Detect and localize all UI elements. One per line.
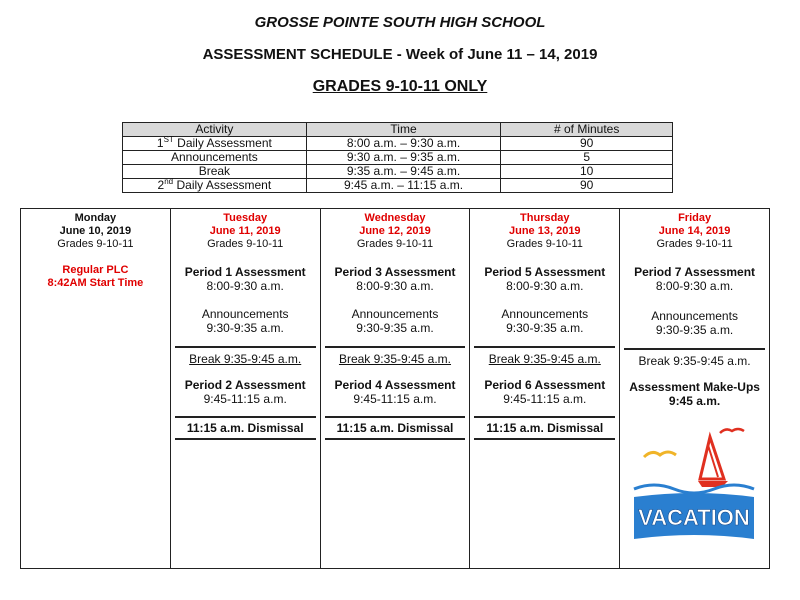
- vacation-logo-icon: [630, 419, 758, 547]
- day-monday: [21, 209, 170, 568]
- announcements-time: 9:30-9:35 a.m.: [206, 321, 284, 335]
- minutes-cell: 5: [501, 151, 673, 165]
- day-grades: Grades 9-10-11: [506, 238, 583, 250]
- day-name: Monday: [74, 212, 117, 224]
- day-grades: Grades 9-10-11: [57, 238, 134, 250]
- second-period-label: Period 2 Assessment: [184, 378, 306, 392]
- column-header-activity: Activity: [123, 123, 307, 137]
- minutes-cell: 90: [501, 179, 673, 193]
- day-friday: [619, 209, 769, 568]
- table-header-row: [123, 123, 673, 137]
- day-tuesday: [170, 209, 320, 568]
- day-name: Thursday: [520, 212, 570, 224]
- activity-cell: Announcements: [123, 151, 307, 165]
- first-period-label: Period 7 Assessment: [634, 265, 756, 279]
- activity-cell: Break: [123, 165, 307, 179]
- summary-table: [122, 122, 673, 193]
- break-label: Break 9:35-9:45 a.m.: [488, 352, 601, 366]
- dismissal-label: 11:15 a.m. Dismissal: [325, 416, 466, 440]
- day-date: June 11, 2019: [209, 225, 281, 237]
- column-header-time: Time: [306, 123, 501, 137]
- first-period-time: 8:00-9:30 a.m.: [356, 279, 434, 293]
- activity-cell: 2nd Daily Assessment: [123, 179, 307, 193]
- table-row: [123, 137, 673, 151]
- day-grades: Grades 9-10-11: [656, 238, 733, 250]
- announcements-label: Announcements: [201, 307, 289, 321]
- table-row: [123, 165, 673, 179]
- day-grades: Grades 9-10-11: [356, 238, 434, 250]
- start-time-note: 8:42AM Start Time: [47, 277, 144, 289]
- second-period-label: Period 6 Assessment: [484, 378, 606, 392]
- plc-note: Regular PLC: [62, 264, 129, 276]
- day-wednesday: [320, 209, 470, 568]
- time-cell: 8:00 a.m. – 9:30 a.m.: [306, 137, 501, 151]
- break-row: [474, 346, 615, 366]
- break-label: Break 9:35-9:45 a.m.: [338, 352, 452, 366]
- makeup-time: 9:45 a.m.: [668, 394, 721, 408]
- break-row: [175, 346, 316, 366]
- day-date: June 13, 2019: [509, 225, 581, 237]
- second-period-time: 9:45-11:15 a.m.: [503, 392, 587, 406]
- grades-title: GRADES 9-10-11 ONLY: [312, 78, 488, 95]
- vacation-logo-text: VACATION: [638, 505, 750, 530]
- break-label: Break 9:35-9:45 a.m.: [189, 352, 302, 366]
- day-grades: Grades 9-10-11: [207, 238, 284, 250]
- first-period-label: Period 3 Assessment: [334, 265, 456, 279]
- day-date: June 14, 2019: [658, 225, 731, 237]
- minutes-cell: 10: [501, 165, 673, 179]
- dismissal-label: 11:15 a.m. Dismissal: [474, 416, 615, 440]
- announcements-time: 9:30-9:35 a.m.: [506, 321, 584, 335]
- week-calendar: [20, 208, 770, 569]
- announcements-time: 9:30-9:35 a.m.: [356, 321, 434, 335]
- minutes-cell: 90: [501, 137, 673, 151]
- break-row: [325, 346, 466, 366]
- time-cell: 9:45 a.m. – 11:15 a.m.: [306, 179, 501, 193]
- activity-cell: 1ST Daily Assessment: [123, 137, 307, 151]
- day-name: Friday: [678, 212, 712, 224]
- time-cell: 9:30 a.m. – 9:35 a.m.: [306, 151, 501, 165]
- first-period-time: 8:00-9:30 a.m.: [655, 279, 734, 293]
- day-date: June 12, 2019: [359, 225, 431, 237]
- time-cell: 9:35 a.m. – 9:45 a.m.: [306, 165, 501, 179]
- table-row: [123, 179, 673, 193]
- announcements-label: Announcements: [501, 307, 589, 321]
- first-period-label: Period 5 Assessment: [484, 265, 606, 279]
- day-date: June 10, 2019: [59, 225, 132, 237]
- break-label: Break 9:35-9:45 a.m.: [624, 348, 765, 368]
- announcements-time: 9:30-9:35 a.m.: [655, 323, 734, 337]
- second-period-label: Period 4 Assessment: [334, 378, 456, 392]
- schedule-title: ASSESSMENT SCHEDULE - Week of June 11 – 14, 2019: [202, 46, 598, 63]
- makeup-label: Assessment Make-Ups: [629, 380, 760, 394]
- first-period-time: 8:00-9:30 a.m.: [206, 279, 284, 293]
- dismissal-label: 11:15 a.m. Dismissal: [175, 416, 316, 440]
- day-name: Wednesday: [364, 212, 426, 224]
- school-title: GROSSE POINTE SOUTH HIGH SCHOOL: [254, 14, 546, 31]
- second-period-time: 9:45-11:15 a.m.: [353, 392, 437, 406]
- column-header-minutes: # of Minutes: [501, 123, 673, 137]
- announcements-label: Announcements: [651, 309, 738, 323]
- first-period-label: Period 1 Assessment: [184, 265, 306, 279]
- day-thursday: [469, 209, 619, 568]
- announcements-label: Announcements: [351, 307, 439, 321]
- second-period-time: 9:45-11:15 a.m.: [203, 392, 287, 406]
- first-period-time: 8:00-9:30 a.m.: [506, 279, 584, 293]
- table-row: [123, 151, 673, 165]
- day-name: Tuesday: [223, 212, 268, 224]
